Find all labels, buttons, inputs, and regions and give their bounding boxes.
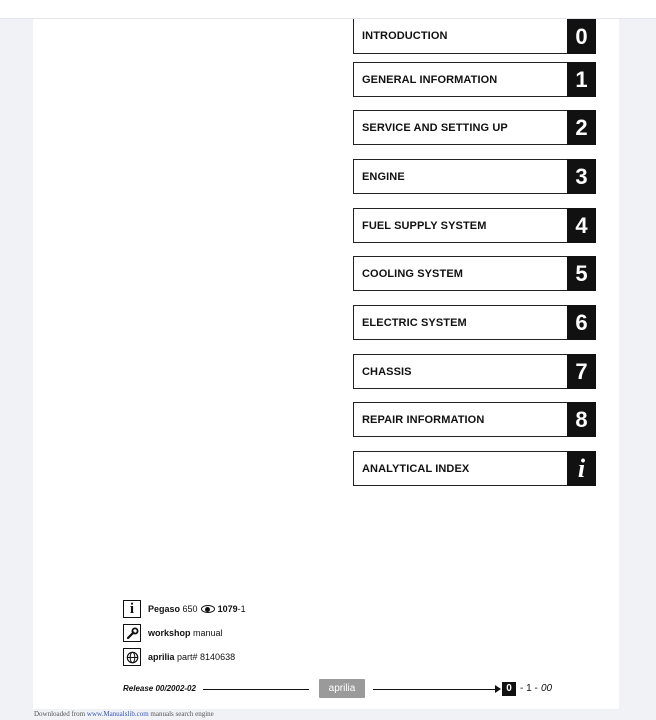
toc-label: INTRODUCTION	[362, 30, 448, 42]
toc-item-service-and-setting-up[interactable]	[353, 110, 596, 146]
toc-tab-7[interactable]: 7	[567, 354, 596, 389]
toc-label: FUEL SUPPLY SYSTEM	[362, 220, 487, 232]
toc-label: REPAIR INFORMATION	[362, 414, 485, 426]
toc-box	[353, 159, 567, 194]
toc-item-cooling-system[interactable]	[353, 256, 596, 292]
toc-box	[353, 305, 567, 340]
toc-tab-1[interactable]: 1	[567, 62, 596, 97]
model-code: 1079	[217, 604, 238, 614]
toc-item-fuel-supply-system[interactable]	[353, 208, 596, 244]
model-name: Pegaso	[148, 604, 181, 614]
toc-tab-4[interactable]: 4	[567, 208, 596, 243]
page-section-number: 0	[502, 682, 516, 696]
manual-type-bold: workshop	[148, 628, 191, 638]
download-notice	[34, 710, 214, 718]
toc-box	[353, 354, 567, 389]
toc-box	[353, 256, 567, 291]
eye-icon	[201, 605, 215, 613]
toc-label: ANALYTICAL INDEX	[362, 463, 470, 475]
manual-info	[123, 597, 246, 669]
toc-label: ELECTRIC SYSTEM	[362, 317, 467, 329]
aprilia-logo: aprilia	[319, 679, 365, 698]
brand-name: aprilia	[148, 652, 175, 662]
toc-item-engine[interactable]	[353, 159, 596, 195]
toc-label: CHASSIS	[362, 366, 412, 378]
part-number: part# 8140638	[177, 652, 236, 662]
model-cc: 650	[182, 604, 198, 614]
part-row	[123, 645, 246, 669]
toc-box	[353, 451, 567, 486]
toc-item-general-information[interactable]	[353, 62, 596, 98]
arrow-icon	[495, 685, 501, 693]
manual-type-row	[123, 621, 246, 645]
toc-label: ENGINE	[362, 171, 405, 183]
toc-box	[353, 110, 567, 145]
toc-box	[353, 62, 567, 97]
toc-box	[353, 402, 567, 437]
toc-label: COOLING SYSTEM	[362, 268, 464, 280]
toc-item-repair-information[interactable]	[353, 402, 596, 438]
page-number: - 1 -	[520, 683, 538, 694]
release-label: Release 00/2002-02	[123, 684, 196, 693]
manualslib-link[interactable]: www.Manualslib.com	[86, 710, 149, 718]
toc-tab-0[interactable]: 0	[567, 19, 596, 54]
toc-item-introduction[interactable]	[353, 19, 596, 55]
toc-label: SERVICE AND SETTING UP	[362, 122, 508, 134]
footer-divider	[373, 689, 499, 690]
page-revision: 00	[541, 683, 553, 694]
toc-box	[353, 208, 567, 243]
toc-tab-8[interactable]: 8	[567, 402, 596, 437]
toc-label: GENERAL INFORMATION	[362, 74, 498, 86]
model-suffix: -1	[237, 604, 246, 614]
toc-tab-6[interactable]: 6	[567, 305, 596, 340]
toc-tab-index[interactable]: i	[567, 451, 596, 486]
viewer-top-bar	[0, 0, 656, 19]
footer-divider	[203, 689, 309, 690]
download-prefix: Downloaded from	[34, 710, 86, 718]
model-row	[123, 597, 246, 621]
toc-box	[353, 19, 567, 54]
toc-item-chassis[interactable]	[353, 354, 596, 390]
download-suffix: manuals search engine	[150, 710, 214, 718]
globe-icon	[123, 648, 141, 666]
manual-type-rest: manual	[193, 628, 223, 638]
toc-tab-5[interactable]: 5	[567, 256, 596, 291]
toc-item-analytical-index[interactable]	[353, 451, 596, 487]
page-footer	[123, 679, 589, 699]
toc-tab-3[interactable]: 3	[567, 159, 596, 194]
info-icon: i	[123, 600, 141, 618]
toc-tab-2[interactable]: 2	[567, 110, 596, 145]
wrench-icon	[123, 624, 141, 642]
toc-item-electric-system[interactable]	[353, 305, 596, 341]
manual-page	[33, 19, 619, 709]
